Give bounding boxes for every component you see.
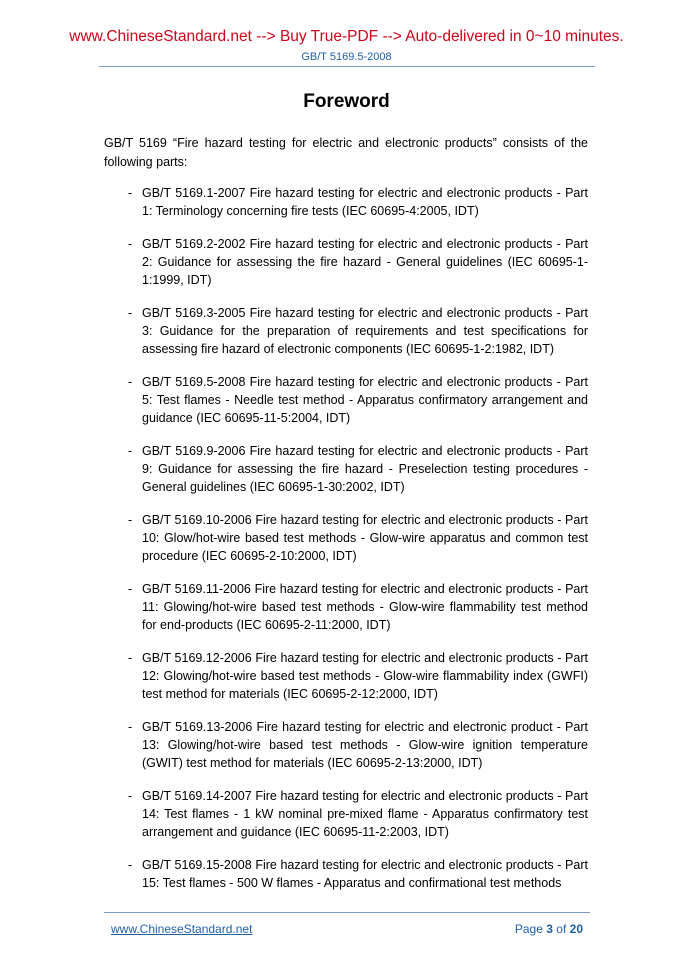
page-current: 3: [546, 922, 553, 936]
list-item-text: GB/T 5169.1-2007 Fire hazard testing for electric and electronic products - Part 1: Terminology concerning fire tests (IEC 60695-4:2005, IDT): [142, 186, 588, 218]
intro-paragraph: GB/T 5169 “Fire hazard testing for electric and electronic products” consists of the following parts:: [104, 136, 588, 169]
list-item-text: GB/T 5169.2-2002 Fire hazard testing for electric and electronic products - Part 2: Guidance for assessing the fire hazard - General guidelines (IEC 60695-1-1:1999, IDT): [142, 237, 588, 287]
list-item: [128, 442, 588, 496]
list-item: [128, 856, 588, 892]
list-item: [128, 184, 588, 220]
list-item-text: GB/T 5169.5-2008 Fire hazard testing for electric and electronic products - Part 5: Test flames - Needle test method - Apparatus confirmatory arrangement and guidance (IEC 60695-11-5:2004, IDT): [142, 375, 588, 425]
list-dash: -: [128, 186, 133, 200]
header-divider: [99, 66, 595, 67]
list-item: [128, 304, 588, 358]
list-item-text: GB/T 5169.9-2006 Fire hazard testing for electric and electronic products - Part 9: Guidance for assessing the fire hazard - Preselection testing procedures - General guidelines (IEC 60695-1-30:2002, IDT): [142, 444, 588, 494]
list-item-text: GB/T 5169.11-2006 Fire hazard testing for electric and electronic products - Part 11: Glowing/hot-wire based test methods - Glow-wire flammability test method for end-products (IEC 60695-2-11:2000, IDT): [142, 582, 588, 632]
list-item: [128, 649, 588, 703]
page-total: 20: [569, 922, 583, 936]
list-item-text: GB/T 5169.15-2008 Fire hazard testing for electric and electronic products - Part 15: Test flames - 500 W flames - Apparatus and confirmational test methods: [142, 858, 588, 890]
page-prefix: Page: [514, 922, 543, 936]
list-dash: -: [128, 651, 133, 665]
list-item-text: GB/T 5169.10-2006 Fire hazard testing for electric and electronic products - Part 10: Glow/hot-wire based test methods - Glow-wire apparatus and common test procedure (IEC 60695-2-10:2000, IDT): [142, 513, 588, 563]
page-counter: [515, 922, 583, 936]
promo-banner[interactable]: www.ChineseStandard.net --> Buy True-PDF --> Auto-delivered in 0~10 minutes.: [69, 28, 624, 45]
list-item: [128, 235, 588, 289]
page-of: of: [556, 922, 567, 936]
list-dash: -: [128, 858, 133, 872]
list-item-text: GB/T 5169.12-2006 Fire hazard testing for electric and electronic products - Part 12: Glowing/hot-wire based test methods - Glow-wire flammability index (GWFI) test method for materials (IEC 60695-2-12:2000, IDT): [142, 651, 588, 701]
list-dash: -: [128, 375, 133, 389]
list-dash: -: [128, 582, 133, 596]
list-item: [128, 580, 588, 634]
list-item: [128, 787, 588, 841]
list-dash: -: [128, 789, 133, 803]
footer-site-link[interactable]: www.ChineseStandard.net: [111, 922, 253, 936]
header-doc-code: GB/T 5169.5-2008: [301, 51, 392, 63]
list-dash: -: [128, 720, 133, 734]
list-item: [128, 373, 588, 427]
list-item: [128, 511, 588, 565]
list-item: [128, 718, 588, 772]
list-item-text: GB/T 5169.14-2007 Fire hazard testing for electric and electronic products - Part 14: Test flames - 1 kW nominal pre-mixed flame - Apparatus confirmatory test arrangement and guidance (IEC 60695-11-2:2003, IDT): [142, 789, 588, 839]
list-item-text: GB/T 5169.3-2005 Fire hazard testing for electric and electronic products - Part 3: Guidance for the preparation of requirements and test specifications for assessing fire hazard of electronic components (IEC 60695-1-2:1982, IDT): [142, 306, 588, 356]
page-title: Foreword: [303, 91, 390, 112]
list-dash: -: [128, 513, 133, 527]
footer-divider: [104, 912, 590, 913]
list-dash: -: [128, 237, 133, 251]
list-dash: -: [128, 306, 133, 320]
list-dash: -: [128, 444, 133, 458]
list-item-text: GB/T 5169.13-2006 Fire hazard testing for electric and electronic product - Part 13: Glowing/hot-wire based test methods - Glow-wire ignition temperature (GWIT) test method for materials (IEC 60695-2-13:2000, IDT): [142, 720, 588, 770]
parts-list: [128, 184, 588, 907]
